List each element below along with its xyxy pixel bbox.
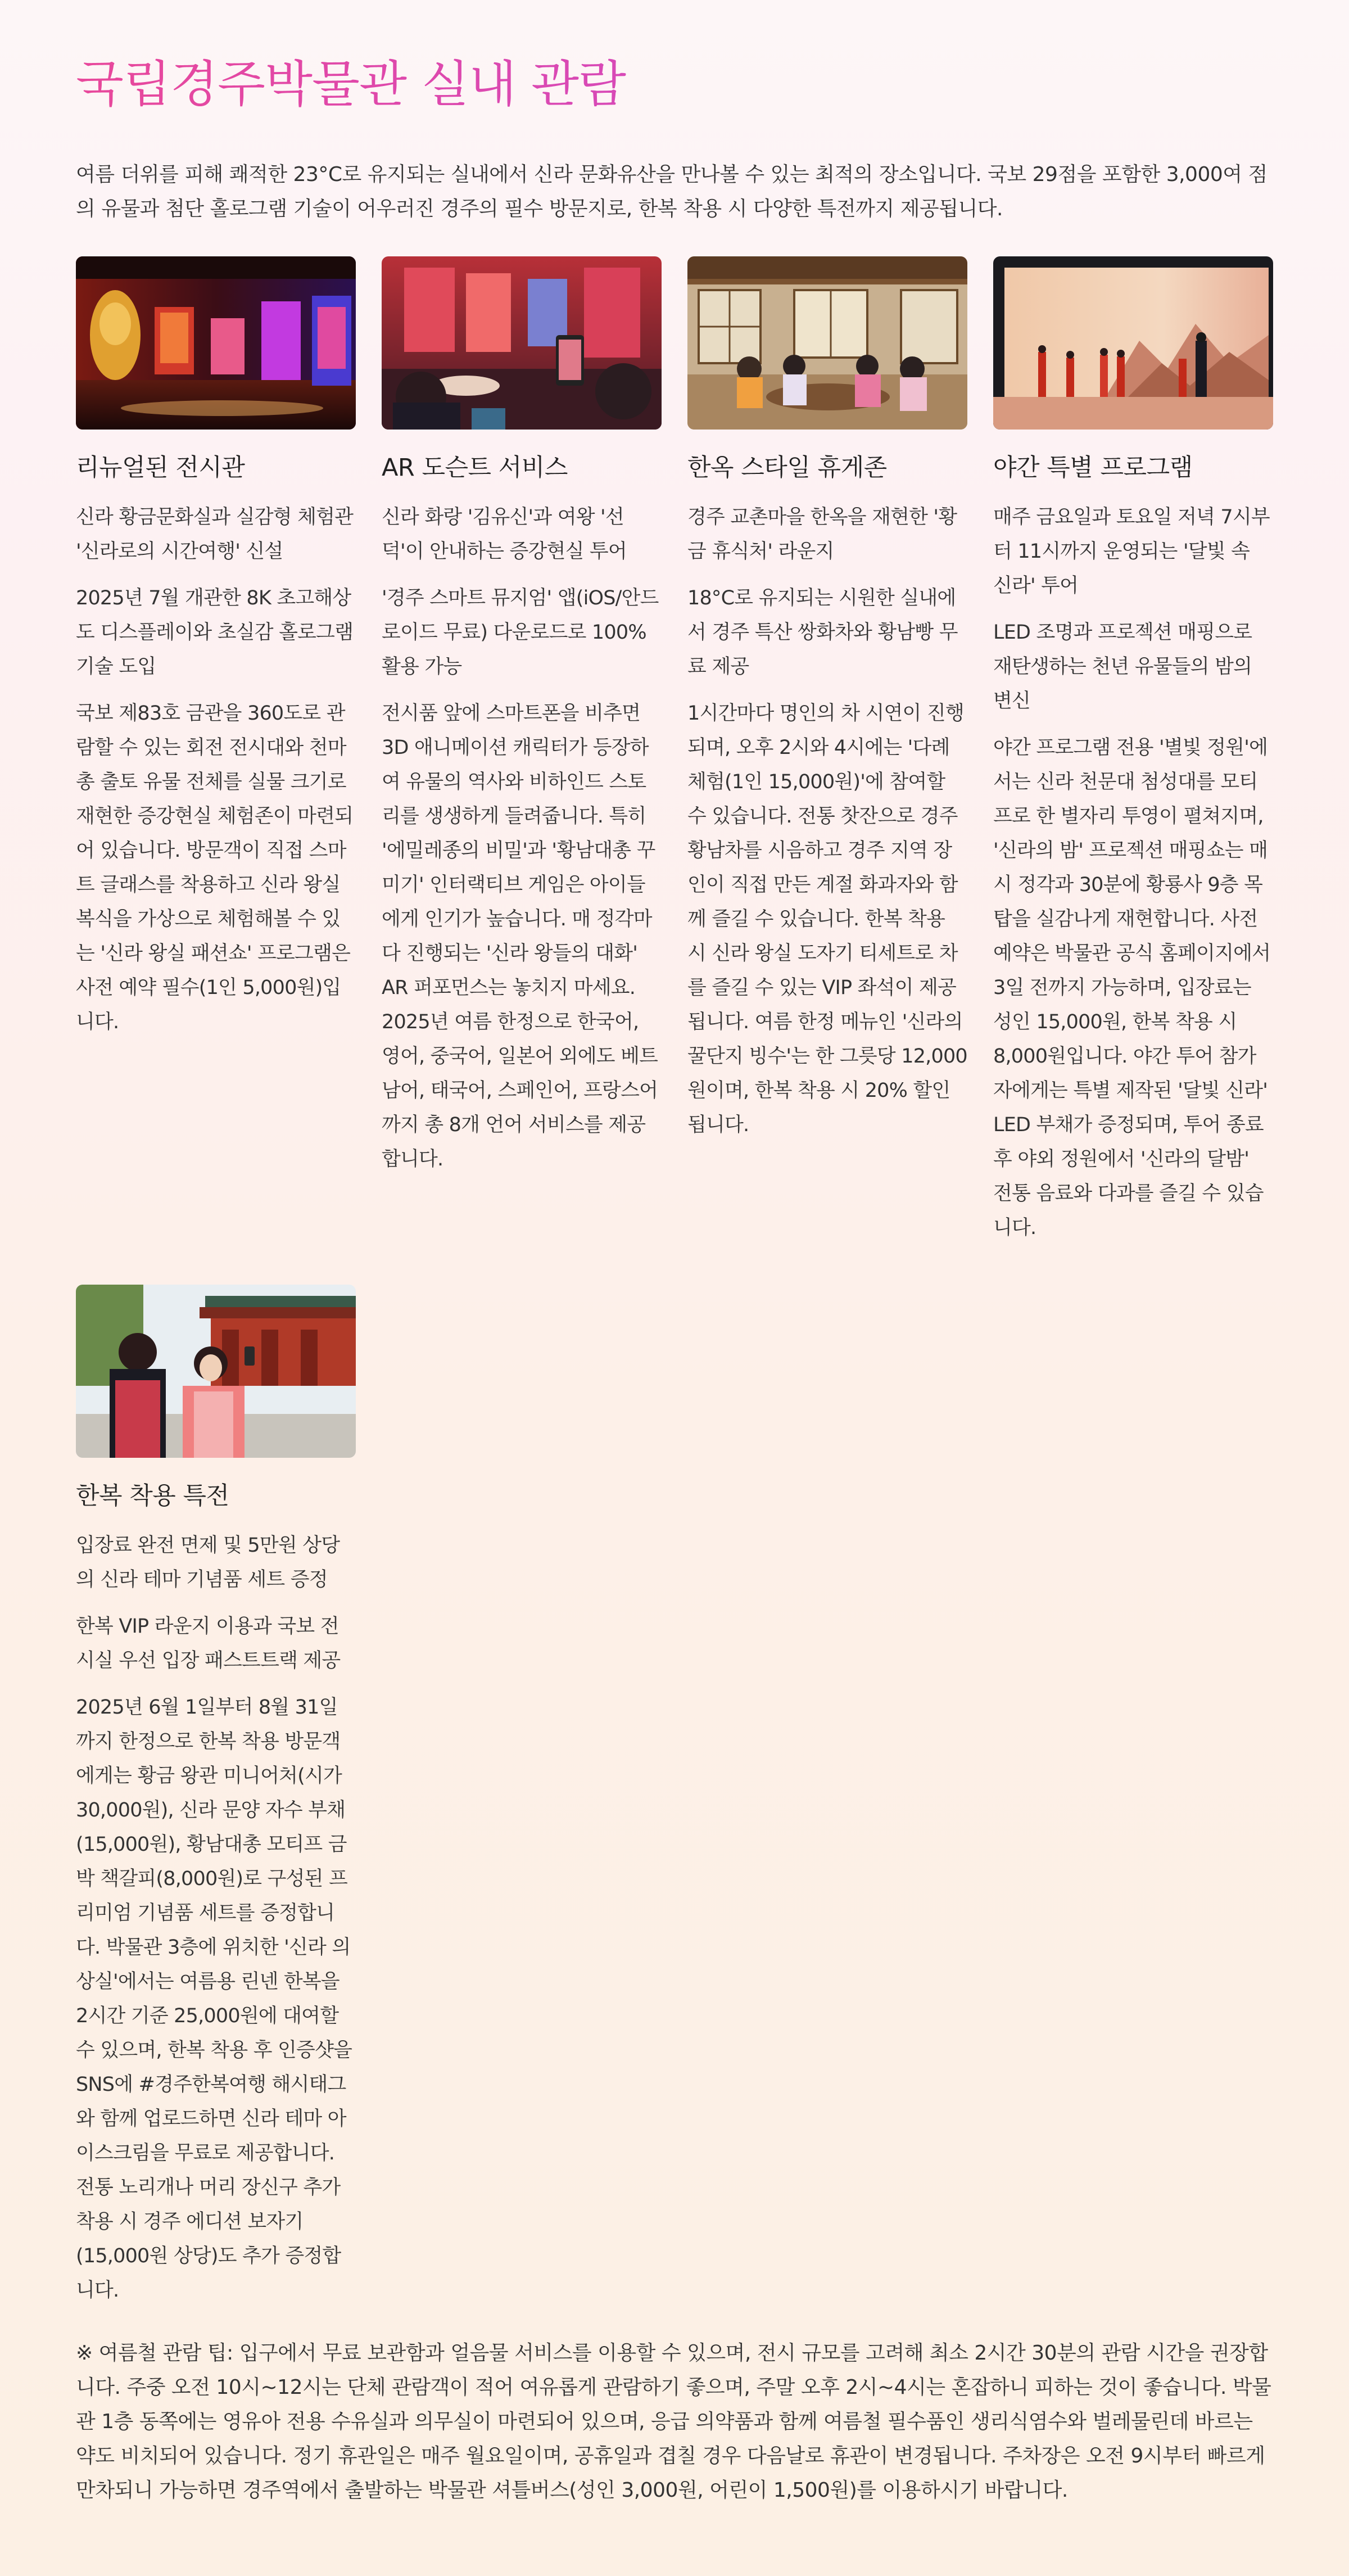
card-highlight: '경주 스마트 뮤지엄' 앱(iOS/안드로이드 무료) 다운로드로 100% 활용 가능 [382,587,659,678]
card-title: 야간 특별 프로그램 [993,454,1193,482]
article [76,51,1273,2507]
card-highlight: 신라 황금문화실과 실감형 체험관 '신라로의 시간여행' 신설 [76,506,354,563]
card-highlight: 2025년 7월 개관한 8K 초고해상도 디스플레이와 초실감 홀로그램 기술 도입 [76,587,354,678]
card-title: 한옥 스타일 휴게존 [687,454,887,482]
card-description: 2025년 6월 1일부터 8월 31일까지 한정으로 한복 착용 방문객에게는 황금 왕관 미니어처(시가 30,000원), 신라 문양 자수 부채(15,000원), 황남대총 모티프 금박 책갈피(8,000원)로 구성된 프리미엄 기념품 세트를 증정합니다. 박물관 3층에 위치한 '신라 의상실'에서는 여름용 린넨 한복을 2시간 기준 25,000원에 대여할 수 있으며, 한복 착용 후 인증샷을 SNS에 #경주한복여행 해시태그와 함께 업로드하면 신라 테마 아이스크림을 무료로 제공합니다. 전통 노리개나 머리 장신구 추가 착용 시 경주 에디션 보자기(15,000원 상당)도 추가 증정합니다. [76,1696,352,2302]
feature-grid [76,256,1273,2308]
card-highlight: 경주 교촌마을 한옥을 재현한 '황금 휴식처' 라운지 [687,506,957,563]
page-title: 국립경주박물관 실내 관람 [76,51,1273,118]
card-description: 전시품 앞에 스마트폰을 비추면 3D 애니메이션 캐릭터가 등장하여 유물의 역사와 비하인드 스토리를 생생하게 들려줍니다. 특히 '에밀레종의 비밀'과 '황남대총 꾸미기' 인터랙티브 게임은 아이들에게 인기가 높습니다. 매 정각마다 진행되는 '신라 왕들의 대화' AR 퍼포먼스는 놓치지 마세요. 2025년 여름 한정으로 한국어, 영어, 중국어, 일본어 외에도 베트남어, 태국어, 스페인어, 프랑스어까지 총 8개 언어 서비스를 제공합니다. [382,702,658,1171]
hanok-lounge-image [687,256,967,430]
card-highlight: 매주 금요일과 토요일 저녁 7시부터 11시까지 운영되는 '달빛 속 신라' 투어 [993,506,1270,597]
ar-docent-image [382,256,662,430]
card-highlight: 입장료 완전 면제 및 5만원 상당의 신라 테마 기념품 세트 증정 [76,1534,340,1591]
feature-card-hanok-lounge [687,256,967,1245]
visiting-tip: ※ 여름철 관람 팁: 입구에서 무료 보관함과 얼음물 서비스를 이용할 수 있으며, 전시 규모를 고려해 최소 2시간 30분의 관람 시간을 권장합니다. 주중 오전 10시~12시는 단체 관람객이 적어 여유롭게 관람하기 좋으며, 주말 오후 2시~4시는 혼잡하니 피하는 것이 좋습니다. 박물관 1층 동쪽에는 영유아 전용 수유실과 의무실이 마련되어 있으며, 응급 의약품과 함께 여름철 필수품인 생리식염수와 벌레물린데 바르는 약도 비치되어 있습니다. 정기 휴관일은 매주 월요일이며, 공휴일과 겹칠 경우 다음날로 휴관이 변경됩니다. 주차장은 오전 9시부터 빠르게 만차되니 가능하면 경주역에서 출발하는 박물관 셔틀버스(성인 3,000원, 어린이 1,500원)를 이용하시기 바랍니다. [76,2342,1271,2502]
feature-card-night-program [993,256,1273,1245]
card-description: 야간 프로그램 전용 '별빛 정원'에서는 신라 천문대 첨성대를 모티프로 한 별자리 투영이 펼쳐지며, '신라의 밤' 프로젝션 매핑쇼는 매시 정각과 30분에 황룡사 9층 목탑을 실감나게 재현합니다. 사전 예약은 박물관 공식 홈페이지에서 3일 전까지 가능하며, 입장료는 성인 15,000원, 한복 착용 시 8,000원입니다. 야간 투어 참가자에게는 특별 제작된 '달빛 신라' LED 부채가 증정되며, 투어 종료 후 야외 정원에서 '신라의 달밤' 전통 음료와 다과를 즐길 수 있습니다. [993,736,1271,1239]
card-description: 1시간마다 명인의 차 시연이 진행되며, 오후 2시와 4시에는 '다례 체험(1인 15,000원)'에 참여할 수 있습니다. 전통 찻잔으로 경주 황남차를 시음하고 경주 지역 장인이 직접 만든 계절 화과자와 함께 즐길 수 있습니다. 한복 착용 시 신라 왕실 도자기 티세트로 차를 즐길 수 있는 VIP 좌석이 제공됩니다. 여름 한정 메뉴인 '신라의 꿀단지 빙수'는 한 그릇당 12,000원이며, 한복 착용 시 20% 할인됩니다. [687,702,967,1136]
intro-paragraph: 여름 더위를 피해 쾌적한 23°C로 유지되는 실내에서 신라 문화유산을 만나볼 수 있는 최적의 장소입니다. 국보 29점을 포함한 3,000여 점의 유물과 첨단 홀로그램 기술이 어우러진 경주의 필수 방문지로, 한복 착용 시 다양한 특전까지 제공됩니다. [76,163,1267,220]
card-highlight: 신라 화랑 '김유신'과 여왕 '선덕'이 안내하는 증강현실 투어 [382,506,627,563]
feature-card-hanbok-benefits [76,1285,356,2308]
card-highlight: 한복 VIP 라운지 이용과 국보 전시실 우선 입장 패스트트랙 제공 [76,1615,341,1672]
exhibition-hall-image [76,256,356,430]
night-program-image [993,256,1273,430]
card-title: 한복 착용 특전 [76,1482,229,1510]
card-highlight: LED 조명과 프로젝션 매핑으로 재탄생하는 천년 유물들의 밤의 변신 [993,621,1252,712]
feature-card-ar-docent [382,256,662,1245]
card-title: 리뉴얼된 전시관 [76,454,245,482]
card-highlight: 18°C로 유지되는 시원한 실내에서 경주 특산 쌍화차와 황남빵 무료 제공 [687,587,958,678]
feature-card-renewed-exhibition [76,256,356,1245]
hanbok-visitors-image [76,1285,356,1458]
card-description: 국보 제83호 금관을 360도로 관람할 수 있는 회전 전시대와 천마총 출토 유물 전체를 실물 크기로 재현한 증강현실 체험존이 마련되어 있습니다. 방문객이 직접 스마트 글래스를 착용하고 신라 왕실 복식을 가상으로 체험해볼 수 있는 '신라 왕실 패션쇼' 프로그램은 사전 예약 필수(1인 5,000원)입니다. [76,702,354,1033]
card-title: AR 도슨트 서비스 [382,454,568,482]
